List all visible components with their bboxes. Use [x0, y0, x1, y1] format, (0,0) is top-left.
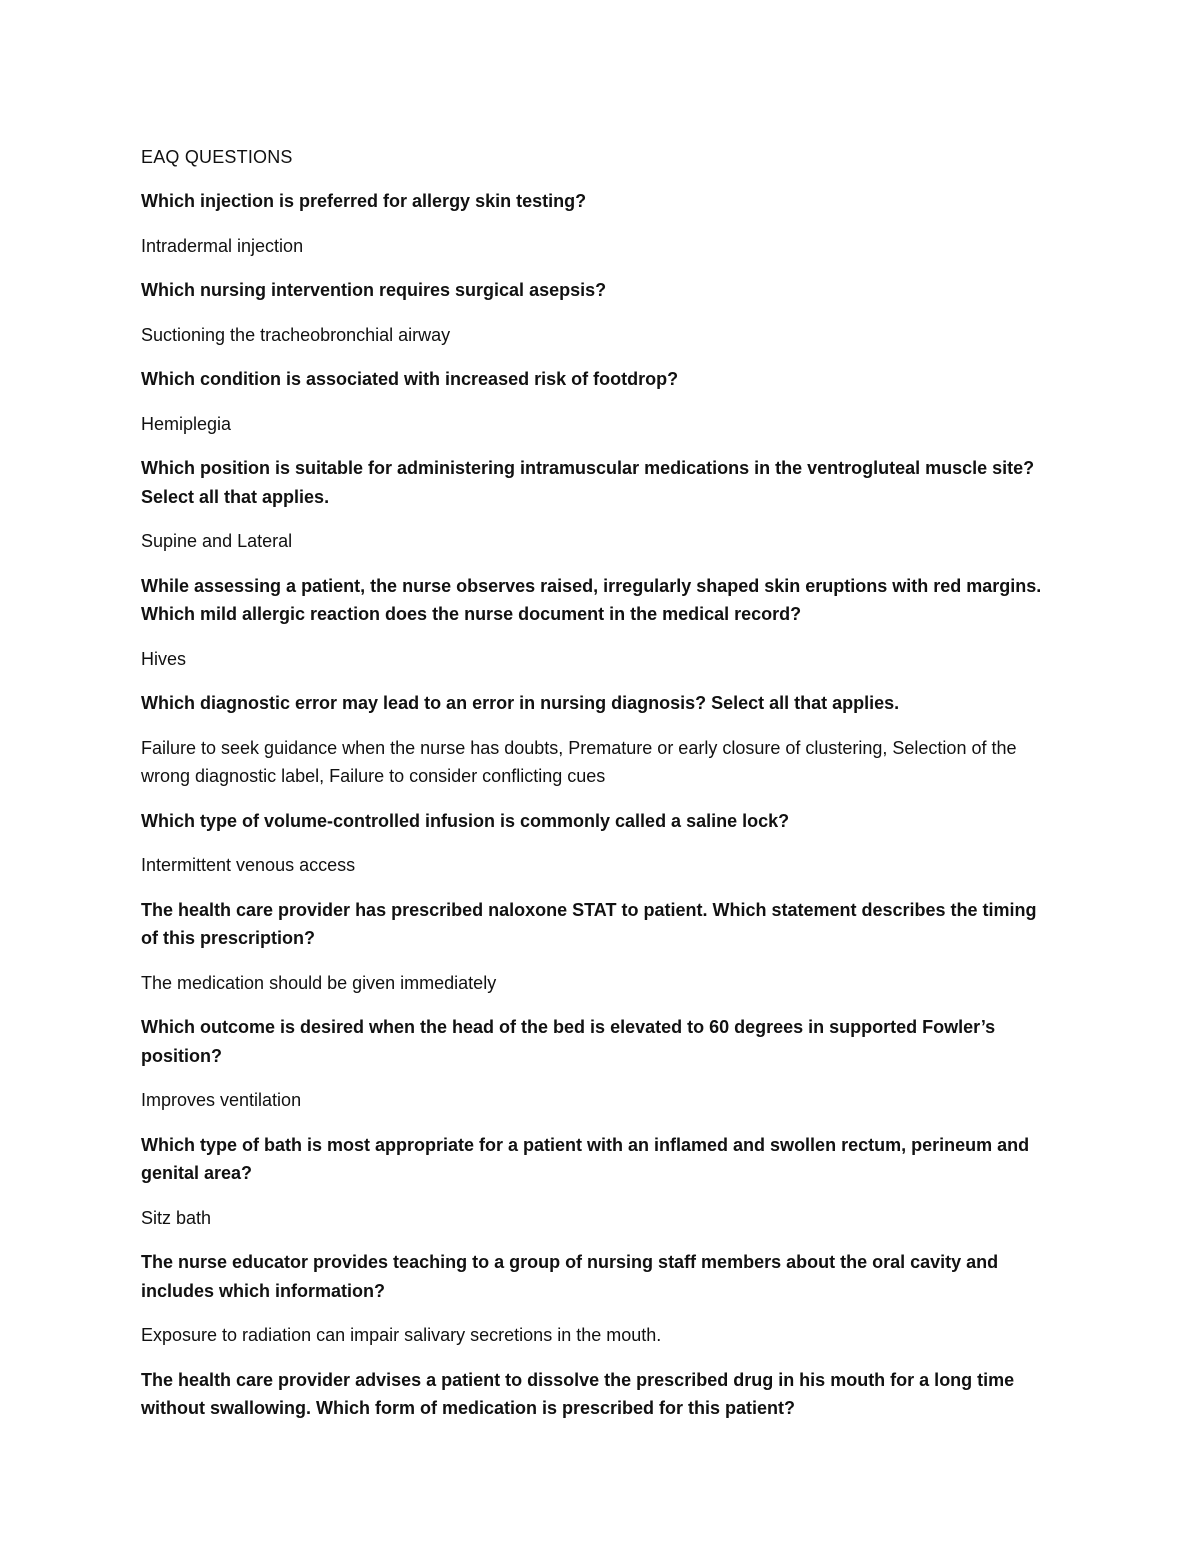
- question-2: Which nursing intervention requires surgical asepsis?: [141, 280, 607, 300]
- answer-4: Supine and Lateral: [141, 531, 293, 551]
- question-1: Which injection is preferred for allergy skin testing?: [141, 191, 587, 211]
- document-title: EAQ QUESTIONS: [141, 147, 293, 167]
- question-7: Which type of volume-controlled infusion is commonly called a saline lock?: [141, 810, 790, 831]
- answer-11: Exposure to radiation can impair salivary secretions in the mouth.: [141, 1325, 662, 1345]
- question-5: While assessing a patient, the nurse observes raised, irregularly shaped skin eruptions with red margins. Which mild allergic reaction does the nurse document in the medical record?: [141, 575, 1042, 624]
- question-9: Which outcome is desired when the head of the bed is elevated to 60 degrees in supported Fowler’s position?: [141, 1017, 996, 1066]
- answer-10: Sitz bath: [141, 1207, 212, 1228]
- qa-list: [141, 187, 1056, 1423]
- question-4: Which position is suitable for administering intramuscular medications in the ventrogluteal muscle site? Select all that applies.: [141, 458, 1035, 507]
- question-10: Which type of bath is most appropriate for a patient with an inflamed and swollen rectum, perineum and genital area?: [141, 1134, 1030, 1183]
- question-6: Which diagnostic error may lead to an error in nursing diagnosis? Select all that applies.: [141, 693, 900, 713]
- question-8: The health care provider has prescribed naloxone STAT to patient. Which statement describes the timing of this prescription?: [141, 899, 1037, 948]
- answer-5: Hives: [141, 648, 187, 669]
- question-3: Which condition is associated with increased risk of footdrop?: [141, 369, 679, 389]
- answer-6: Failure to seek guidance when the nurse has doubts, Premature or early closure of clustering, Selection of the wrong diagnostic label, Failure to consider conflicting cues: [141, 737, 1017, 786]
- answer-9: Improves ventilation: [141, 1090, 302, 1110]
- question-11: The nurse educator provides teaching to a group of nursing staff members about the oral cavity and includes which information?: [141, 1252, 999, 1301]
- answer-7: Intermittent venous access: [141, 855, 356, 875]
- document-body: [141, 143, 1056, 1439]
- answer-1: Intradermal injection: [141, 235, 304, 256]
- answer-8: The medication should be given immediately: [141, 972, 497, 993]
- answer-3: Hemiplegia: [141, 413, 232, 434]
- question-12: The health care provider advises a patient to dissolve the prescribed drug in his mouth for a long time without swallowing. Which form of medication is prescribed for this patient?: [141, 1369, 1015, 1418]
- answer-2: Suctioning the tracheobronchial airway: [141, 324, 451, 345]
